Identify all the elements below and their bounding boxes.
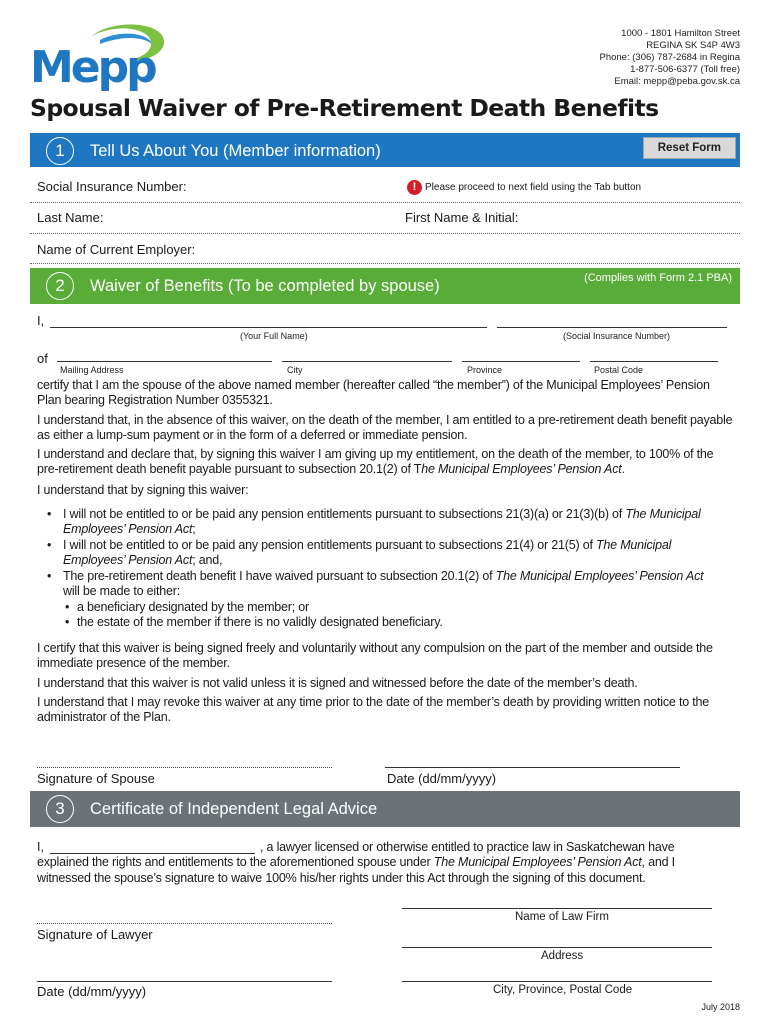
first-name-input[interactable] [530, 208, 730, 226]
last-name-input[interactable] [110, 208, 390, 226]
para-not-valid: I understand that this waiver is not valid unless it is signed and witnessed before the date of the member’s death. [37, 676, 638, 690]
first-name-label: First Name & Initial: [405, 210, 519, 225]
city-field[interactable] [282, 347, 452, 362]
signature-of-lawyer-label: Signature of Lawyer [37, 927, 153, 942]
lawyer-signature-line[interactable] [37, 910, 332, 924]
postal-code-field[interactable] [590, 347, 718, 362]
of-label: of [37, 351, 48, 366]
spouse-sin-field[interactable] [497, 313, 727, 328]
footer-date: July 2018 [701, 1002, 740, 1012]
section-2-title: Waiver of Benefits (To be completed by spouse) [90, 277, 440, 295]
complies-note: (Complies with Form 2.1 PBA) [584, 272, 732, 284]
address-field[interactable] [402, 932, 712, 948]
mailing-address-field[interactable] [57, 347, 272, 362]
para-declare: I understand and declare that, by signing this waiver I am giving up my entitlement, on the death of the member, to 100% of the pre-retirement death benefit payable pursuant to subsection 20.1(2) of The Municipal Employees’ Pension Act. [37, 447, 714, 476]
province-caption: Province [467, 365, 503, 375]
section-3-header [30, 791, 740, 827]
logo-text: Mepp [30, 42, 155, 93]
law-firm-label: Name of Law Firm [515, 911, 609, 923]
sub-bullet-dot: • [65, 600, 70, 614]
address-label: Address [541, 950, 584, 962]
section-3-title: Certificate of Independent Legal Advice [90, 800, 378, 818]
section-2-number: 2 [46, 272, 74, 300]
postal-caption: Postal Code [594, 365, 644, 375]
bullet-1: I will not be entitled to or be paid any pension entitlements pursuant to subsections 21(3)(a) or 21(3)(b) of The Municipal Employees’ Pension Act; [63, 507, 701, 536]
para-absence: I understand that, in the absence of this waiver, on the death of the member, I am entitled to a pre-retirement death benefit payable as either a lump-sum payment or in the form of a deferred or immediate pension. [37, 413, 733, 442]
spouse-date-label: Date (dd/mm/yyyy) [387, 771, 497, 786]
bullet-dot: • [47, 507, 52, 521]
lawyer-name-field[interactable] [50, 840, 255, 854]
sin-caption: (Social Insurance Number) [563, 331, 671, 341]
employer-input[interactable] [200, 240, 720, 258]
full-name-field[interactable] [50, 313, 487, 328]
employer-label: Name of Current Employer: [37, 242, 196, 257]
full-name-caption: (Your Full Name) [240, 331, 308, 341]
bullet-3: The pre-retirement death benefit I have waived pursuant to subsection 20.1(2) of The Municipal Employees’ Pension Act will be made to either: [63, 569, 704, 598]
mepp-logo [30, 22, 170, 94]
section-1-header [30, 133, 740, 167]
i-label-lawyer: I, [37, 840, 44, 854]
signature-of-spouse-label: Signature of Spouse [37, 771, 155, 786]
para-revoke: I understand that I may revoke this waiver at any time prior to the date of the member’s death by providing written notice to the administrator of the Plan. [37, 695, 710, 724]
para-freely: I certify that this waiver is being signed freely and voluntarily without any compulsion on the part of the member and outside the immediate presence of the member. [37, 641, 713, 670]
last-name-label: Last Name: [37, 210, 104, 225]
spouse-date-field[interactable] [385, 752, 680, 768]
law-firm-field[interactable] [402, 893, 712, 909]
para-by-signing: I understand that by signing this waiver: [37, 483, 249, 497]
reset-form-button[interactable]: Reset Form [643, 137, 736, 159]
mailing-caption: Mailing Address [60, 365, 124, 375]
sub-bullet-dot: • [65, 615, 70, 629]
address-block: 1000 - 1801 Hamilton Street REGINA SK S4P 4W3 Phone: (306) 787-2684 in Regina 1-877-506-6377 (Toll free) Email: mepp@peba.gov.sk.ca [599, 28, 740, 87]
lawyer-date-field[interactable] [37, 966, 332, 982]
section-1-title: Tell Us About You (Member information) [90, 142, 381, 160]
city-caption: City [287, 365, 303, 375]
sub-bullet-2: the estate of the member if there is no validly designated beneficiary. [77, 615, 443, 629]
lawyer-line-1: , a lawyer licensed or otherwise entitled to practice law in Saskatchewan have [260, 840, 675, 854]
province-field[interactable] [462, 347, 580, 362]
section-3-number: 3 [46, 795, 74, 823]
para-certify: certify that I am the spouse of the above named member (hereafter called “the member”) of the Municipal Employees’ Pension Plan bearing Registration Number 0355321. [37, 378, 710, 407]
bullet-dot: • [47, 569, 52, 583]
lawyer-line-3: witnessed the spouse’s signature to waive 100% his/her rights under this Act through the signing of this document. [37, 871, 646, 885]
sub-bullet-1: a beneficiary designated by the member; or [77, 600, 310, 614]
section-2-header [30, 268, 740, 304]
section-1-number: 1 [46, 137, 74, 165]
sin-label: Social Insurance Number: [37, 179, 187, 194]
city-province-postal-field[interactable] [402, 966, 712, 982]
i-label: I, [37, 313, 45, 328]
page-title: Spousal Waiver of Pre-Retirement Death Benefits [30, 94, 659, 122]
employer-row [30, 234, 740, 264]
spouse-signature-line[interactable] [37, 752, 332, 768]
bullet-dot: • [47, 538, 52, 552]
city-province-postal-label: City, Province, Postal Code [493, 984, 633, 996]
name-row [30, 203, 740, 234]
lawyer-line-2: explained the rights and entitlements to the aforementioned spouse under The Municipal Employees’ Pension Act, and I [37, 855, 675, 869]
tab-warning-text: Please proceed to next field using the Tab button [425, 182, 642, 193]
lawyer-date-label: Date (dd/mm/yyyy) [37, 984, 147, 999]
bullet-2: I will not be entitled to or be paid any pension entitlements pursuant to subsections 21(4) or 21(5) of The Municipal Employees’ Pension Act; and, [63, 538, 672, 567]
warning-icon: ! [407, 180, 422, 195]
sin-input[interactable] [190, 177, 420, 195]
